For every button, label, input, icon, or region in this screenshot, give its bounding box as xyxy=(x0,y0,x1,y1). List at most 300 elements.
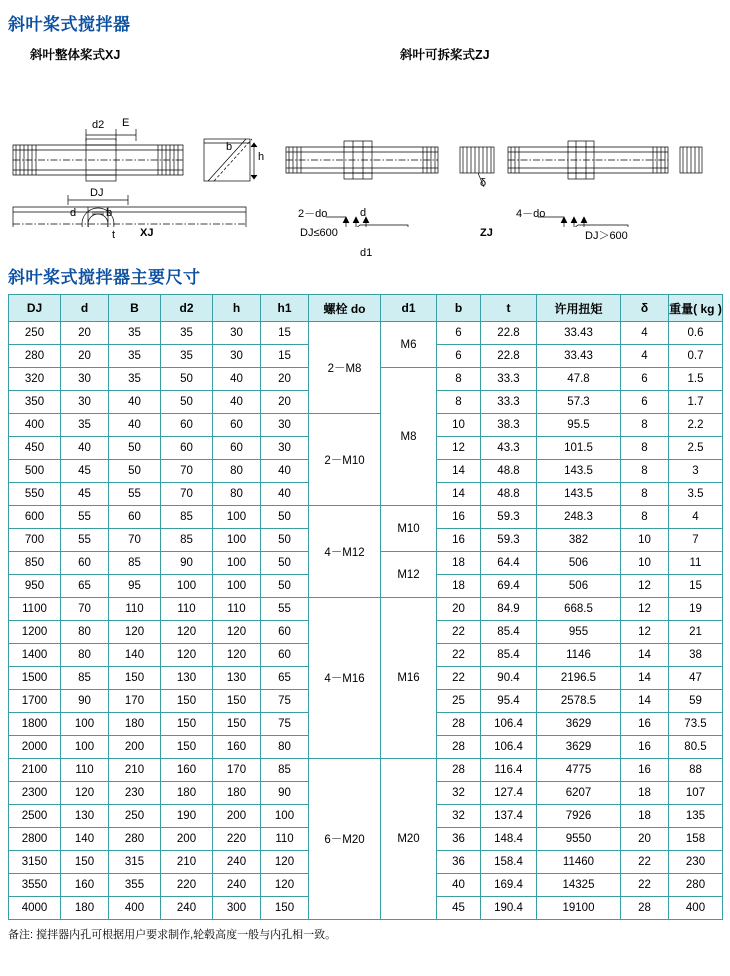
cell-weight: 1.7 xyxy=(669,391,723,414)
cell-t: 95.4 xyxy=(481,690,537,713)
cell-d2: 70 xyxy=(161,460,213,483)
cell-h: 60 xyxy=(213,414,261,437)
cell-h: 150 xyxy=(213,690,261,713)
cell-B: 35 xyxy=(109,368,161,391)
cell-B: 40 xyxy=(109,414,161,437)
figure-captions xyxy=(0,227,730,249)
cell-DJ: 500 xyxy=(9,460,61,483)
cell-b: 10 xyxy=(437,414,481,437)
cell-DJ: 2800 xyxy=(9,828,61,851)
cell-weight: 88 xyxy=(669,759,723,782)
cell-h1: 40 xyxy=(261,460,309,483)
cell-t: 69.4 xyxy=(481,575,537,598)
cell-b: 8 xyxy=(437,391,481,414)
cell-weight: 59 xyxy=(669,690,723,713)
cell-torque: 506 xyxy=(537,552,621,575)
cell-h1: 100 xyxy=(261,805,309,828)
cell-t: 33.3 xyxy=(481,391,537,414)
cell-t: 90.4 xyxy=(481,667,537,690)
cell-B: 355 xyxy=(109,874,161,897)
cell-t: 85.4 xyxy=(481,644,537,667)
cell-torque: 101.5 xyxy=(537,437,621,460)
cell-B: 180 xyxy=(109,713,161,736)
cell-t: 59.3 xyxy=(481,529,537,552)
cell-h1: 15 xyxy=(261,345,309,368)
cell-d2: 160 xyxy=(161,759,213,782)
cell-DJ: 1800 xyxy=(9,713,61,736)
cell-b: 28 xyxy=(437,713,481,736)
cell-d: 180 xyxy=(61,897,109,920)
cell-weight: 15 xyxy=(669,575,723,598)
cell-d: 30 xyxy=(61,391,109,414)
figure-heading-right: 斜叶可拆桨式ZJ xyxy=(400,48,490,62)
col-header-h1: h1 xyxy=(261,295,309,322)
cell-weight: 135 xyxy=(669,805,723,828)
cell-delta: 16 xyxy=(621,736,669,759)
cell-delta: 16 xyxy=(621,713,669,736)
cell-weight: 47 xyxy=(669,667,723,690)
cell-h: 200 xyxy=(213,805,261,828)
cell-torque: 4775 xyxy=(537,759,621,782)
cell-torque: 506 xyxy=(537,575,621,598)
cell-h1: 110 xyxy=(261,828,309,851)
cell-DJ: 1100 xyxy=(9,598,61,621)
cell-h1: 65 xyxy=(261,667,309,690)
cell-d1-group: M12 xyxy=(381,552,437,598)
col-header-torque: 许用扭矩 xyxy=(537,295,621,322)
cell-B: 200 xyxy=(109,736,161,759)
col-header-d1: d1 xyxy=(381,295,437,322)
cell-weight: 1.5 xyxy=(669,368,723,391)
cell-torque: 955 xyxy=(537,621,621,644)
cell-torque: 7926 xyxy=(537,805,621,828)
cell-d2: 210 xyxy=(161,851,213,874)
cell-delta: 20 xyxy=(621,828,669,851)
cell-DJ: 850 xyxy=(9,552,61,575)
cell-bolt-group: 4－M12 xyxy=(309,506,381,598)
cell-h1: 75 xyxy=(261,690,309,713)
cell-b: 14 xyxy=(437,460,481,483)
cell-d: 20 xyxy=(61,322,109,345)
cell-B: 230 xyxy=(109,782,161,805)
cell-d: 130 xyxy=(61,805,109,828)
cell-t: 33.3 xyxy=(481,368,537,391)
spec-table xyxy=(8,294,723,920)
cell-d: 120 xyxy=(61,782,109,805)
callout-2-holes: 2－do xyxy=(298,208,328,220)
cell-d: 80 xyxy=(61,644,109,667)
cell-h1: 40 xyxy=(261,483,309,506)
table-row xyxy=(9,322,723,345)
cell-t: 106.4 xyxy=(481,736,537,759)
cell-h1: 60 xyxy=(261,621,309,644)
cell-t: 22.8 xyxy=(481,345,537,368)
cell-t: 169.4 xyxy=(481,874,537,897)
cell-weight: 19 xyxy=(669,598,723,621)
cell-DJ: 700 xyxy=(9,529,61,552)
cell-t: 158.4 xyxy=(481,851,537,874)
cell-t: 64.4 xyxy=(481,552,537,575)
cell-b: 20 xyxy=(437,598,481,621)
cell-b: 18 xyxy=(437,552,481,575)
callout-DJ: DJ xyxy=(90,187,104,199)
cell-d2: 100 xyxy=(161,575,213,598)
cell-d2: 50 xyxy=(161,368,213,391)
cell-B: 315 xyxy=(109,851,161,874)
col-header-weight: 重量( kg ) xyxy=(669,295,723,322)
cell-weight: 158 xyxy=(669,828,723,851)
cell-b: 16 xyxy=(437,506,481,529)
cell-weight: 0.7 xyxy=(669,345,723,368)
cell-t: 190.4 xyxy=(481,897,537,920)
cell-b: 40 xyxy=(437,874,481,897)
cell-B: 170 xyxy=(109,690,161,713)
cell-B: 95 xyxy=(109,575,161,598)
cell-weight: 107 xyxy=(669,782,723,805)
cell-torque: 2196.5 xyxy=(537,667,621,690)
cell-h1: 20 xyxy=(261,368,309,391)
cell-b: 36 xyxy=(437,851,481,874)
cell-torque: 248.3 xyxy=(537,506,621,529)
cell-t: 84.9 xyxy=(481,598,537,621)
cell-d1-group: M10 xyxy=(381,506,437,552)
document-page xyxy=(0,10,730,976)
cell-d2: 130 xyxy=(161,667,213,690)
cell-torque: 1146 xyxy=(537,644,621,667)
cell-B: 40 xyxy=(109,391,161,414)
cell-delta: 8 xyxy=(621,483,669,506)
cell-B: 280 xyxy=(109,828,161,851)
cell-torque: 9550 xyxy=(537,828,621,851)
cell-h: 240 xyxy=(213,874,261,897)
cell-DJ: 250 xyxy=(9,322,61,345)
cell-t: 48.8 xyxy=(481,483,537,506)
callout-d2: d2 xyxy=(92,119,105,131)
cell-h1: 75 xyxy=(261,713,309,736)
callout-h: h xyxy=(258,151,265,163)
cell-d2: 180 xyxy=(161,782,213,805)
table-row xyxy=(9,759,723,782)
cell-t: 106.4 xyxy=(481,713,537,736)
cell-d2: 50 xyxy=(161,391,213,414)
cell-delta: 4 xyxy=(621,345,669,368)
col-header-d2: d2 xyxy=(161,295,213,322)
cell-delta: 16 xyxy=(621,759,669,782)
cell-bolt-group: 4－M16 xyxy=(309,598,381,759)
cell-B: 400 xyxy=(109,897,161,920)
cell-b: 22 xyxy=(437,621,481,644)
cell-torque: 57.3 xyxy=(537,391,621,414)
cell-torque: 2578.5 xyxy=(537,690,621,713)
cell-h: 150 xyxy=(213,713,261,736)
cell-DJ: 600 xyxy=(9,506,61,529)
cell-h: 120 xyxy=(213,644,261,667)
cell-weight: 21 xyxy=(669,621,723,644)
cell-d2: 35 xyxy=(161,322,213,345)
cell-delta: 8 xyxy=(621,414,669,437)
cell-delta: 6 xyxy=(621,391,669,414)
cell-torque: 11460 xyxy=(537,851,621,874)
cell-b: 8 xyxy=(437,368,481,391)
page-title: 斜叶桨式搅拌器 xyxy=(8,15,131,34)
cell-delta: 28 xyxy=(621,897,669,920)
cell-d2: 110 xyxy=(161,598,213,621)
cell-weight: 400 xyxy=(669,897,723,920)
cell-d1-group: M16 xyxy=(381,598,437,759)
cell-delta: 12 xyxy=(621,598,669,621)
callout-t: t xyxy=(112,229,116,241)
callout-b: b xyxy=(106,207,113,219)
col-header-delta: δ xyxy=(621,295,669,322)
cell-b: 12 xyxy=(437,437,481,460)
callout-delta: δ xyxy=(480,177,487,189)
cell-B: 250 xyxy=(109,805,161,828)
cell-d2: 60 xyxy=(161,437,213,460)
cell-d2: 70 xyxy=(161,483,213,506)
cell-d: 85 xyxy=(61,667,109,690)
cell-d2: 60 xyxy=(161,414,213,437)
cell-t: 48.8 xyxy=(481,460,537,483)
cell-d: 150 xyxy=(61,851,109,874)
cell-d: 100 xyxy=(61,713,109,736)
cell-d: 40 xyxy=(61,437,109,460)
col-header-h: h xyxy=(213,295,261,322)
cell-d2: 220 xyxy=(161,874,213,897)
callout-E: E xyxy=(122,117,130,129)
cell-B: 60 xyxy=(109,506,161,529)
cell-h: 40 xyxy=(213,368,261,391)
cell-h1: 85 xyxy=(261,759,309,782)
cell-DJ: 320 xyxy=(9,368,61,391)
cell-h1: 60 xyxy=(261,644,309,667)
cell-d: 110 xyxy=(61,759,109,782)
cell-delta: 14 xyxy=(621,690,669,713)
cell-delta: 18 xyxy=(621,782,669,805)
cell-weight: 38 xyxy=(669,644,723,667)
cell-B: 85 xyxy=(109,552,161,575)
cell-d: 70 xyxy=(61,598,109,621)
cell-delta: 8 xyxy=(621,506,669,529)
caption-dj-le-600: DJ≤600 xyxy=(300,227,338,239)
callout-b-small: b xyxy=(226,141,233,153)
table-row xyxy=(9,414,723,437)
cell-DJ: 2500 xyxy=(9,805,61,828)
cell-h: 220 xyxy=(213,828,261,851)
cell-delta: 14 xyxy=(621,667,669,690)
cell-t: 38.3 xyxy=(481,414,537,437)
cell-t: 116.4 xyxy=(481,759,537,782)
cell-DJ: 1700 xyxy=(9,690,61,713)
cell-DJ: 1500 xyxy=(9,667,61,690)
cell-weight: 4 xyxy=(669,506,723,529)
table-body xyxy=(9,322,723,920)
cell-delta: 12 xyxy=(621,621,669,644)
cell-DJ: 3150 xyxy=(9,851,61,874)
table-row xyxy=(9,598,723,621)
cell-d: 45 xyxy=(61,483,109,506)
cell-bolt-group: 2－M10 xyxy=(309,414,381,506)
cell-torque: 33.43 xyxy=(537,345,621,368)
cell-weight: 7 xyxy=(669,529,723,552)
cell-B: 120 xyxy=(109,621,161,644)
cell-h: 100 xyxy=(213,575,261,598)
cell-delta: 4 xyxy=(621,322,669,345)
cell-DJ: 1400 xyxy=(9,644,61,667)
cell-t: 127.4 xyxy=(481,782,537,805)
cell-d2: 240 xyxy=(161,897,213,920)
cell-B: 70 xyxy=(109,529,161,552)
cell-d1-group: M20 xyxy=(381,759,437,920)
cell-d2: 200 xyxy=(161,828,213,851)
cell-h: 40 xyxy=(213,391,261,414)
cell-weight: 73.5 xyxy=(669,713,723,736)
cell-d2: 190 xyxy=(161,805,213,828)
cell-d: 45 xyxy=(61,460,109,483)
cell-h: 110 xyxy=(213,598,261,621)
cell-d2: 85 xyxy=(161,529,213,552)
cell-h: 300 xyxy=(213,897,261,920)
cell-h: 240 xyxy=(213,851,261,874)
cell-h1: 50 xyxy=(261,575,309,598)
col-header-d: d xyxy=(61,295,109,322)
cell-bolt-group: 2－M8 xyxy=(309,322,381,414)
cell-b: 18 xyxy=(437,575,481,598)
cell-h: 130 xyxy=(213,667,261,690)
cell-B: 210 xyxy=(109,759,161,782)
cell-B: 35 xyxy=(109,322,161,345)
cell-delta: 6 xyxy=(621,368,669,391)
cell-d: 20 xyxy=(61,345,109,368)
cell-h1: 30 xyxy=(261,414,309,437)
cell-h1: 50 xyxy=(261,529,309,552)
cell-B: 50 xyxy=(109,460,161,483)
cell-b: 28 xyxy=(437,759,481,782)
cell-weight: 3 xyxy=(669,460,723,483)
cell-B: 50 xyxy=(109,437,161,460)
cell-d: 35 xyxy=(61,414,109,437)
cell-h1: 55 xyxy=(261,598,309,621)
cell-h: 170 xyxy=(213,759,261,782)
cell-d: 140 xyxy=(61,828,109,851)
cell-h: 100 xyxy=(213,529,261,552)
cell-d1-group: M6 xyxy=(381,322,437,368)
cell-t: 22.8 xyxy=(481,322,537,345)
cell-weight: 2.2 xyxy=(669,414,723,437)
cell-DJ: 400 xyxy=(9,414,61,437)
cell-h1: 90 xyxy=(261,782,309,805)
cell-h: 180 xyxy=(213,782,261,805)
cell-B: 55 xyxy=(109,483,161,506)
cell-torque: 143.5 xyxy=(537,460,621,483)
cell-DJ: 450 xyxy=(9,437,61,460)
cell-t: 43.3 xyxy=(481,437,537,460)
cell-d1-group: M8 xyxy=(381,368,437,506)
cell-d: 30 xyxy=(61,368,109,391)
cell-h1: 30 xyxy=(261,437,309,460)
cell-torque: 95.5 xyxy=(537,414,621,437)
cell-delta: 10 xyxy=(621,552,669,575)
caption-zj: ZJ xyxy=(480,227,493,239)
cell-d: 80 xyxy=(61,621,109,644)
cell-bolt-group: 6－M20 xyxy=(309,759,381,920)
cell-h1: 50 xyxy=(261,506,309,529)
col-header-bolt: 螺栓 do xyxy=(309,295,381,322)
cell-h: 120 xyxy=(213,621,261,644)
figure-heading-left: 斜叶整体桨式XJ xyxy=(30,48,121,62)
cell-DJ: 280 xyxy=(9,345,61,368)
cell-delta: 18 xyxy=(621,805,669,828)
cell-h1: 20 xyxy=(261,391,309,414)
cell-d2: 90 xyxy=(161,552,213,575)
cell-DJ: 550 xyxy=(9,483,61,506)
cell-torque: 33.43 xyxy=(537,322,621,345)
cell-delta: 22 xyxy=(621,851,669,874)
cell-d2: 150 xyxy=(161,736,213,759)
cell-DJ: 2000 xyxy=(9,736,61,759)
cell-B: 140 xyxy=(109,644,161,667)
cell-weight: 3.5 xyxy=(669,483,723,506)
cell-torque: 6207 xyxy=(537,782,621,805)
cell-weight: 230 xyxy=(669,851,723,874)
cell-d2: 150 xyxy=(161,690,213,713)
cell-d: 90 xyxy=(61,690,109,713)
cell-b: 6 xyxy=(437,322,481,345)
cell-t: 59.3 xyxy=(481,506,537,529)
cell-h: 30 xyxy=(213,322,261,345)
cell-h: 100 xyxy=(213,506,261,529)
callout-d1-mid: d1 xyxy=(360,247,373,259)
cell-torque: 14325 xyxy=(537,874,621,897)
cell-d: 160 xyxy=(61,874,109,897)
table-header-row xyxy=(9,295,723,322)
caption-dj-gt-600: DJ＞600 xyxy=(585,230,628,242)
callout-4-holes: 4－do xyxy=(516,208,546,220)
cell-h1: 120 xyxy=(261,851,309,874)
cell-b: 14 xyxy=(437,483,481,506)
callout-d: d xyxy=(70,207,77,219)
cell-torque: 3629 xyxy=(537,736,621,759)
cell-delta: 12 xyxy=(621,575,669,598)
col-header-b: b xyxy=(437,295,481,322)
cell-h1: 150 xyxy=(261,897,309,920)
cell-torque: 3629 xyxy=(537,713,621,736)
cell-DJ: 4000 xyxy=(9,897,61,920)
cell-t: 137.4 xyxy=(481,805,537,828)
cell-h1: 80 xyxy=(261,736,309,759)
cell-d: 55 xyxy=(61,506,109,529)
cell-torque: 47.8 xyxy=(537,368,621,391)
cell-weight: 280 xyxy=(669,874,723,897)
cell-B: 150 xyxy=(109,667,161,690)
cell-delta: 8 xyxy=(621,437,669,460)
cell-torque: 19100 xyxy=(537,897,621,920)
cell-h: 160 xyxy=(213,736,261,759)
cell-b: 32 xyxy=(437,782,481,805)
cell-b: 28 xyxy=(437,736,481,759)
cell-B: 110 xyxy=(109,598,161,621)
cell-weight: 80.5 xyxy=(669,736,723,759)
cell-delta: 14 xyxy=(621,644,669,667)
cell-h1: 50 xyxy=(261,552,309,575)
cell-d: 100 xyxy=(61,736,109,759)
cell-h1: 120 xyxy=(261,874,309,897)
cell-DJ: 2300 xyxy=(9,782,61,805)
cell-DJ: 350 xyxy=(9,391,61,414)
cell-d2: 150 xyxy=(161,713,213,736)
cell-weight: 11 xyxy=(669,552,723,575)
cell-d: 65 xyxy=(61,575,109,598)
cell-torque: 143.5 xyxy=(537,483,621,506)
